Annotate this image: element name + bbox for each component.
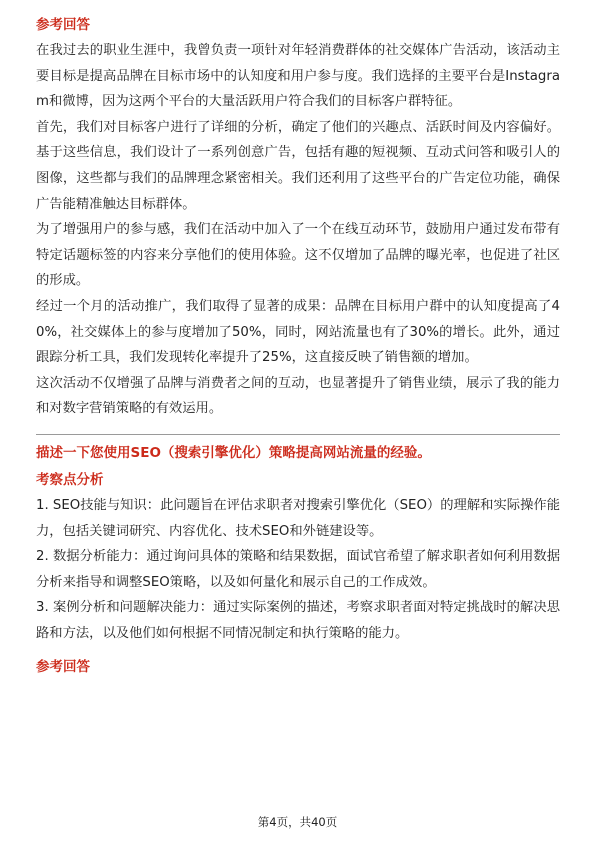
interview-question: 描述一下您使用SEO（搜索引擎优化）策略提高网站流量的经验。 bbox=[36, 444, 431, 461]
document-page bbox=[36, 14, 560, 678]
reference-answer-heading-2: 参考回答 bbox=[36, 659, 90, 676]
section-divider bbox=[36, 434, 560, 435]
analysis-item-1: 1. SEO技能与知识：此问题旨在评估求职者对搜索引擎优化（SEO）的理解和实际操作能力，包括关键词研究、内容优化、技术SEO和外链建设等。 bbox=[36, 497, 560, 539]
reference-answer-heading: 参考回答 bbox=[36, 17, 90, 33]
page-number: 第4页，共40页 bbox=[257, 815, 338, 829]
answer-paragraph-1: 在我过去的职业生涯中，我曾负责一项针对年轻消费群体的社交媒体广告活动，该活动主要目标是提高品牌在目标市场中的认知度和用户参与度。我们选择的主要平台是Instagram和微博，因为这两个平台的大量活跃用户符合我们的目标客户群特征。 bbox=[36, 43, 560, 110]
analysis-heading: 考察点分析 bbox=[36, 471, 104, 488]
answer-paragraph-4: 经过一个月的活动推广，我们取得了显著的成果：品牌在目标用户群中的认知度提高了40%，社交媒体上的参与度增加了50%，同时，网站流量也有了30%的增长。此外，通过跟踪分析工具，我们发现转化率提升了25%，这直接反映了销售额的增加。 bbox=[36, 298, 560, 366]
answer-paragraph-5: 这次活动不仅增强了品牌与消费者之间的互动，也显著提升了销售业绩，展示了我的能力和对数字营销策略的有效运用。 bbox=[36, 375, 560, 417]
answer-paragraph-2: 首先，我们对目标客户进行了详细的分析，确定了他们的兴趣点、活跃时间及内容偏好。基于这些信息，我们设计了一系列创意广告，包括有趣的短视频、互动式问答和吸引人的图像，这些都与我们的品牌理念紧密相关。我们还利用了这些平台的广告定位功能，确保广告能精准触达目标群体。 bbox=[36, 119, 560, 212]
answer-paragraph-3: 为了增强用户的参与感，我们在活动中加入了一个在线互动环节，鼓励用户通过发布带有特定话题标签的内容来分享他们的使用体验。这不仅增加了品牌的曝光率，也促进了社区的形成。 bbox=[36, 222, 560, 289]
analysis-item-3: 3. 案例分析和问题解决能力：通过实际案例的描述，考察求职者面对特定挑战时的解决思路和方法，以及他们如何根据不同情况制定和执行策略的能力。 bbox=[36, 600, 560, 641]
analysis-item-2: 2. 数据分析能力：通过询问具体的策略和结果数据，面试官希望了解求职者如何利用数据分析来指导和调整SEO策略，以及如何量化和展示自己的工作成效。 bbox=[36, 549, 560, 590]
